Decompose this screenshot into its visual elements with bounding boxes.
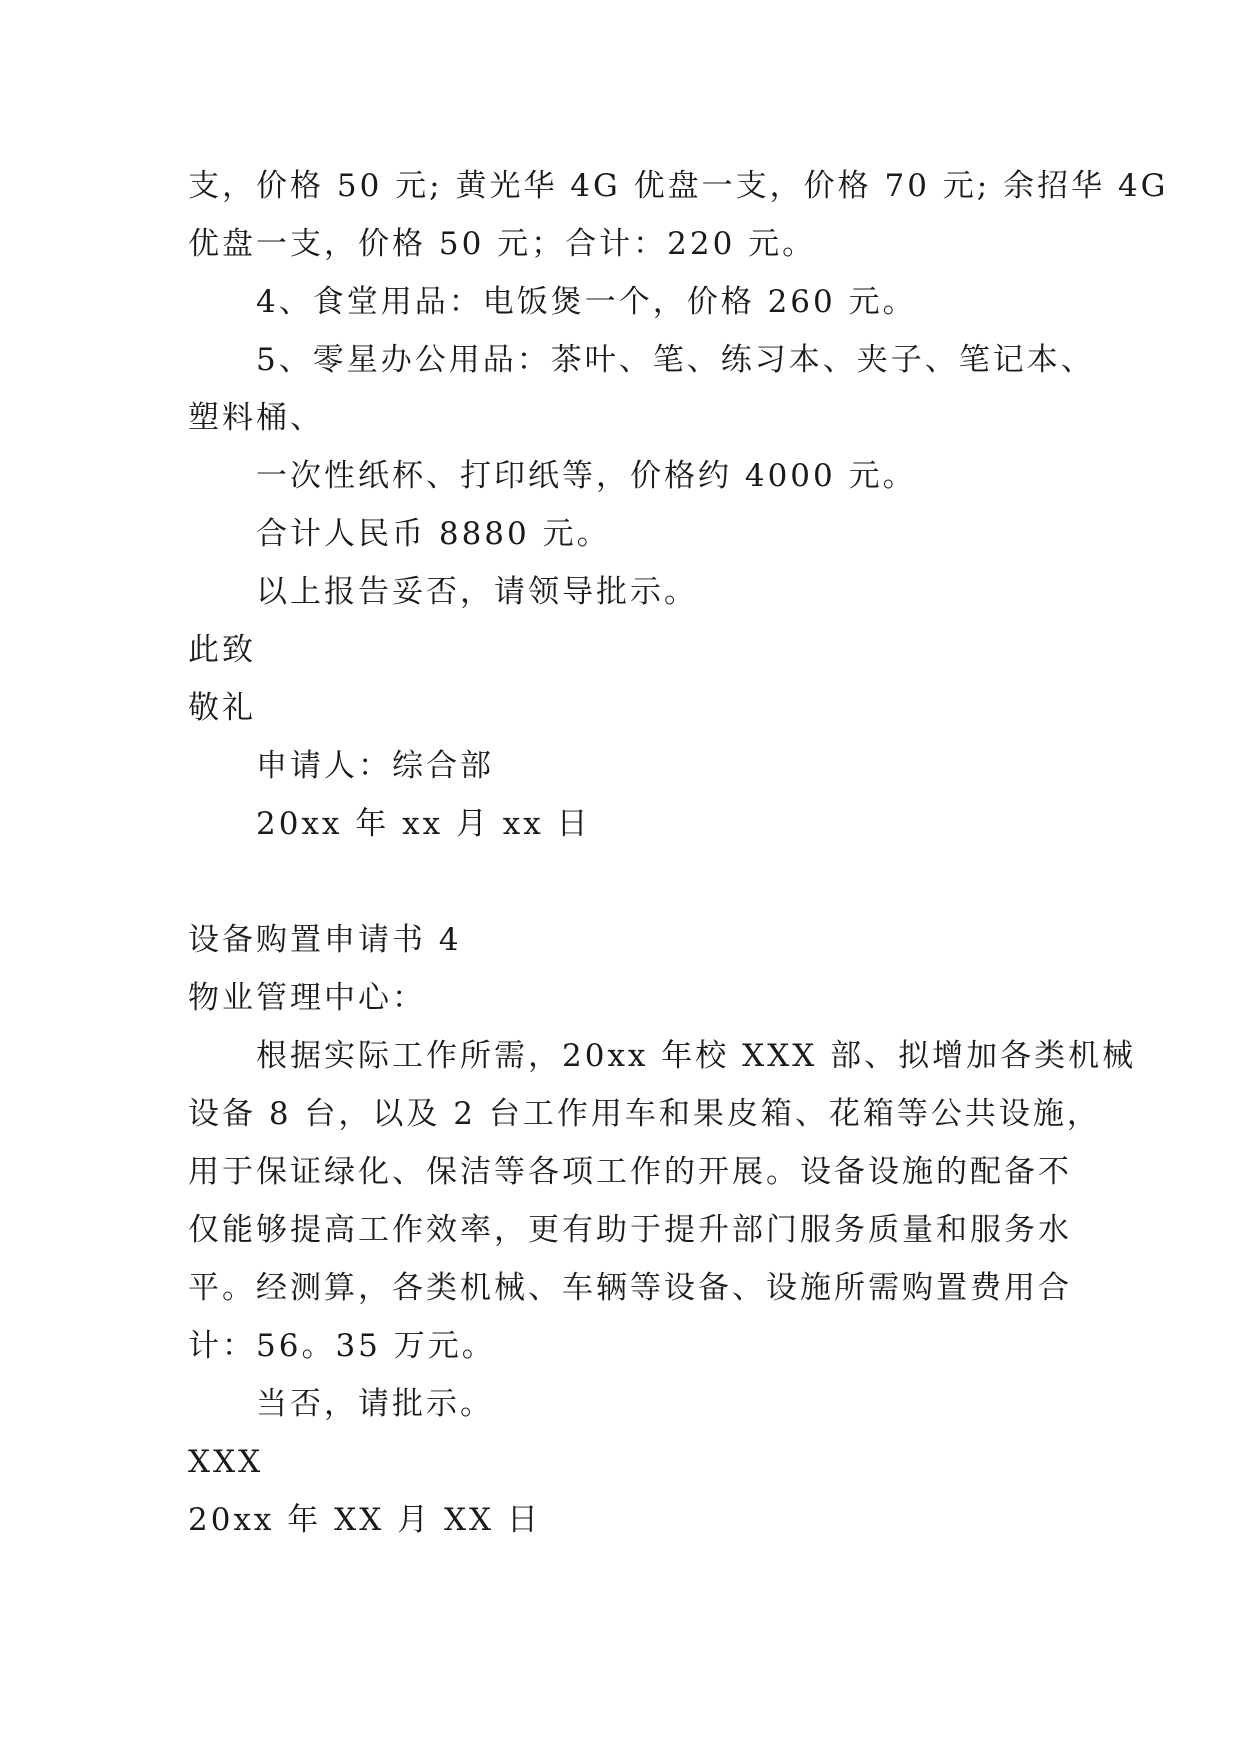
paragraph-line: 平。经测算，各类机械、车辆等设备、设施所需购置费用合 xyxy=(188,1270,1072,1306)
total-line: 合计人民币 8880 元。 xyxy=(256,516,611,552)
addressee: 物业管理中心： xyxy=(188,980,426,1016)
salutation: 此致 xyxy=(188,632,256,668)
paragraph-line: 塑料桶、 xyxy=(188,400,324,436)
paragraph-line: 根据实际工作所需，20xx 年校 XXX 部、拟增加各类机械 xyxy=(256,1038,1137,1074)
list-item: 5、零星办公用品：茶叶、笔、练习本、夹子、笔记本、 xyxy=(256,342,1095,378)
list-item: 4、食堂用品：电饭煲一个，价格 260 元。 xyxy=(256,284,917,320)
date-line: 20xx 年 XX 月 XX 日 xyxy=(188,1502,541,1538)
paragraph-line: 优盘一支，价格 50 元；合计：220 元。 xyxy=(188,226,817,262)
salutation: 敬礼 xyxy=(188,690,256,726)
signature-line: XXX xyxy=(188,1444,264,1480)
paragraph-line: 支，价格 50 元; 黄光华 4G 优盘一支，价格 70 元; 余招华 4G xyxy=(188,168,1169,204)
paragraph-line: 仅能够提高工作效率，更有助于提升部门服务质量和服务水 xyxy=(188,1212,1072,1248)
applicant-line: 申请人：综合部 xyxy=(256,748,494,784)
paragraph-line: 一次性纸杯、打印纸等，价格约 4000 元。 xyxy=(256,458,917,494)
closing-request: 当否，请批示。 xyxy=(256,1386,494,1422)
date-line: 20xx 年 xx 月 xx 日 xyxy=(256,806,591,842)
closing-request: 以上报告妥否，请领导批示。 xyxy=(256,574,698,610)
paragraph-line: 设备 8 台，以及 2 台工作用车和果皮箱、花箱等公共设施， xyxy=(188,1096,1101,1132)
paragraph-line: 用于保证绿化、保洁等各项工作的开展。设备设施的配备不 xyxy=(188,1154,1072,1190)
section-title: 设备购置申请书 4 xyxy=(188,922,462,958)
paragraph-line: 计：56。35 万元。 xyxy=(188,1328,496,1364)
